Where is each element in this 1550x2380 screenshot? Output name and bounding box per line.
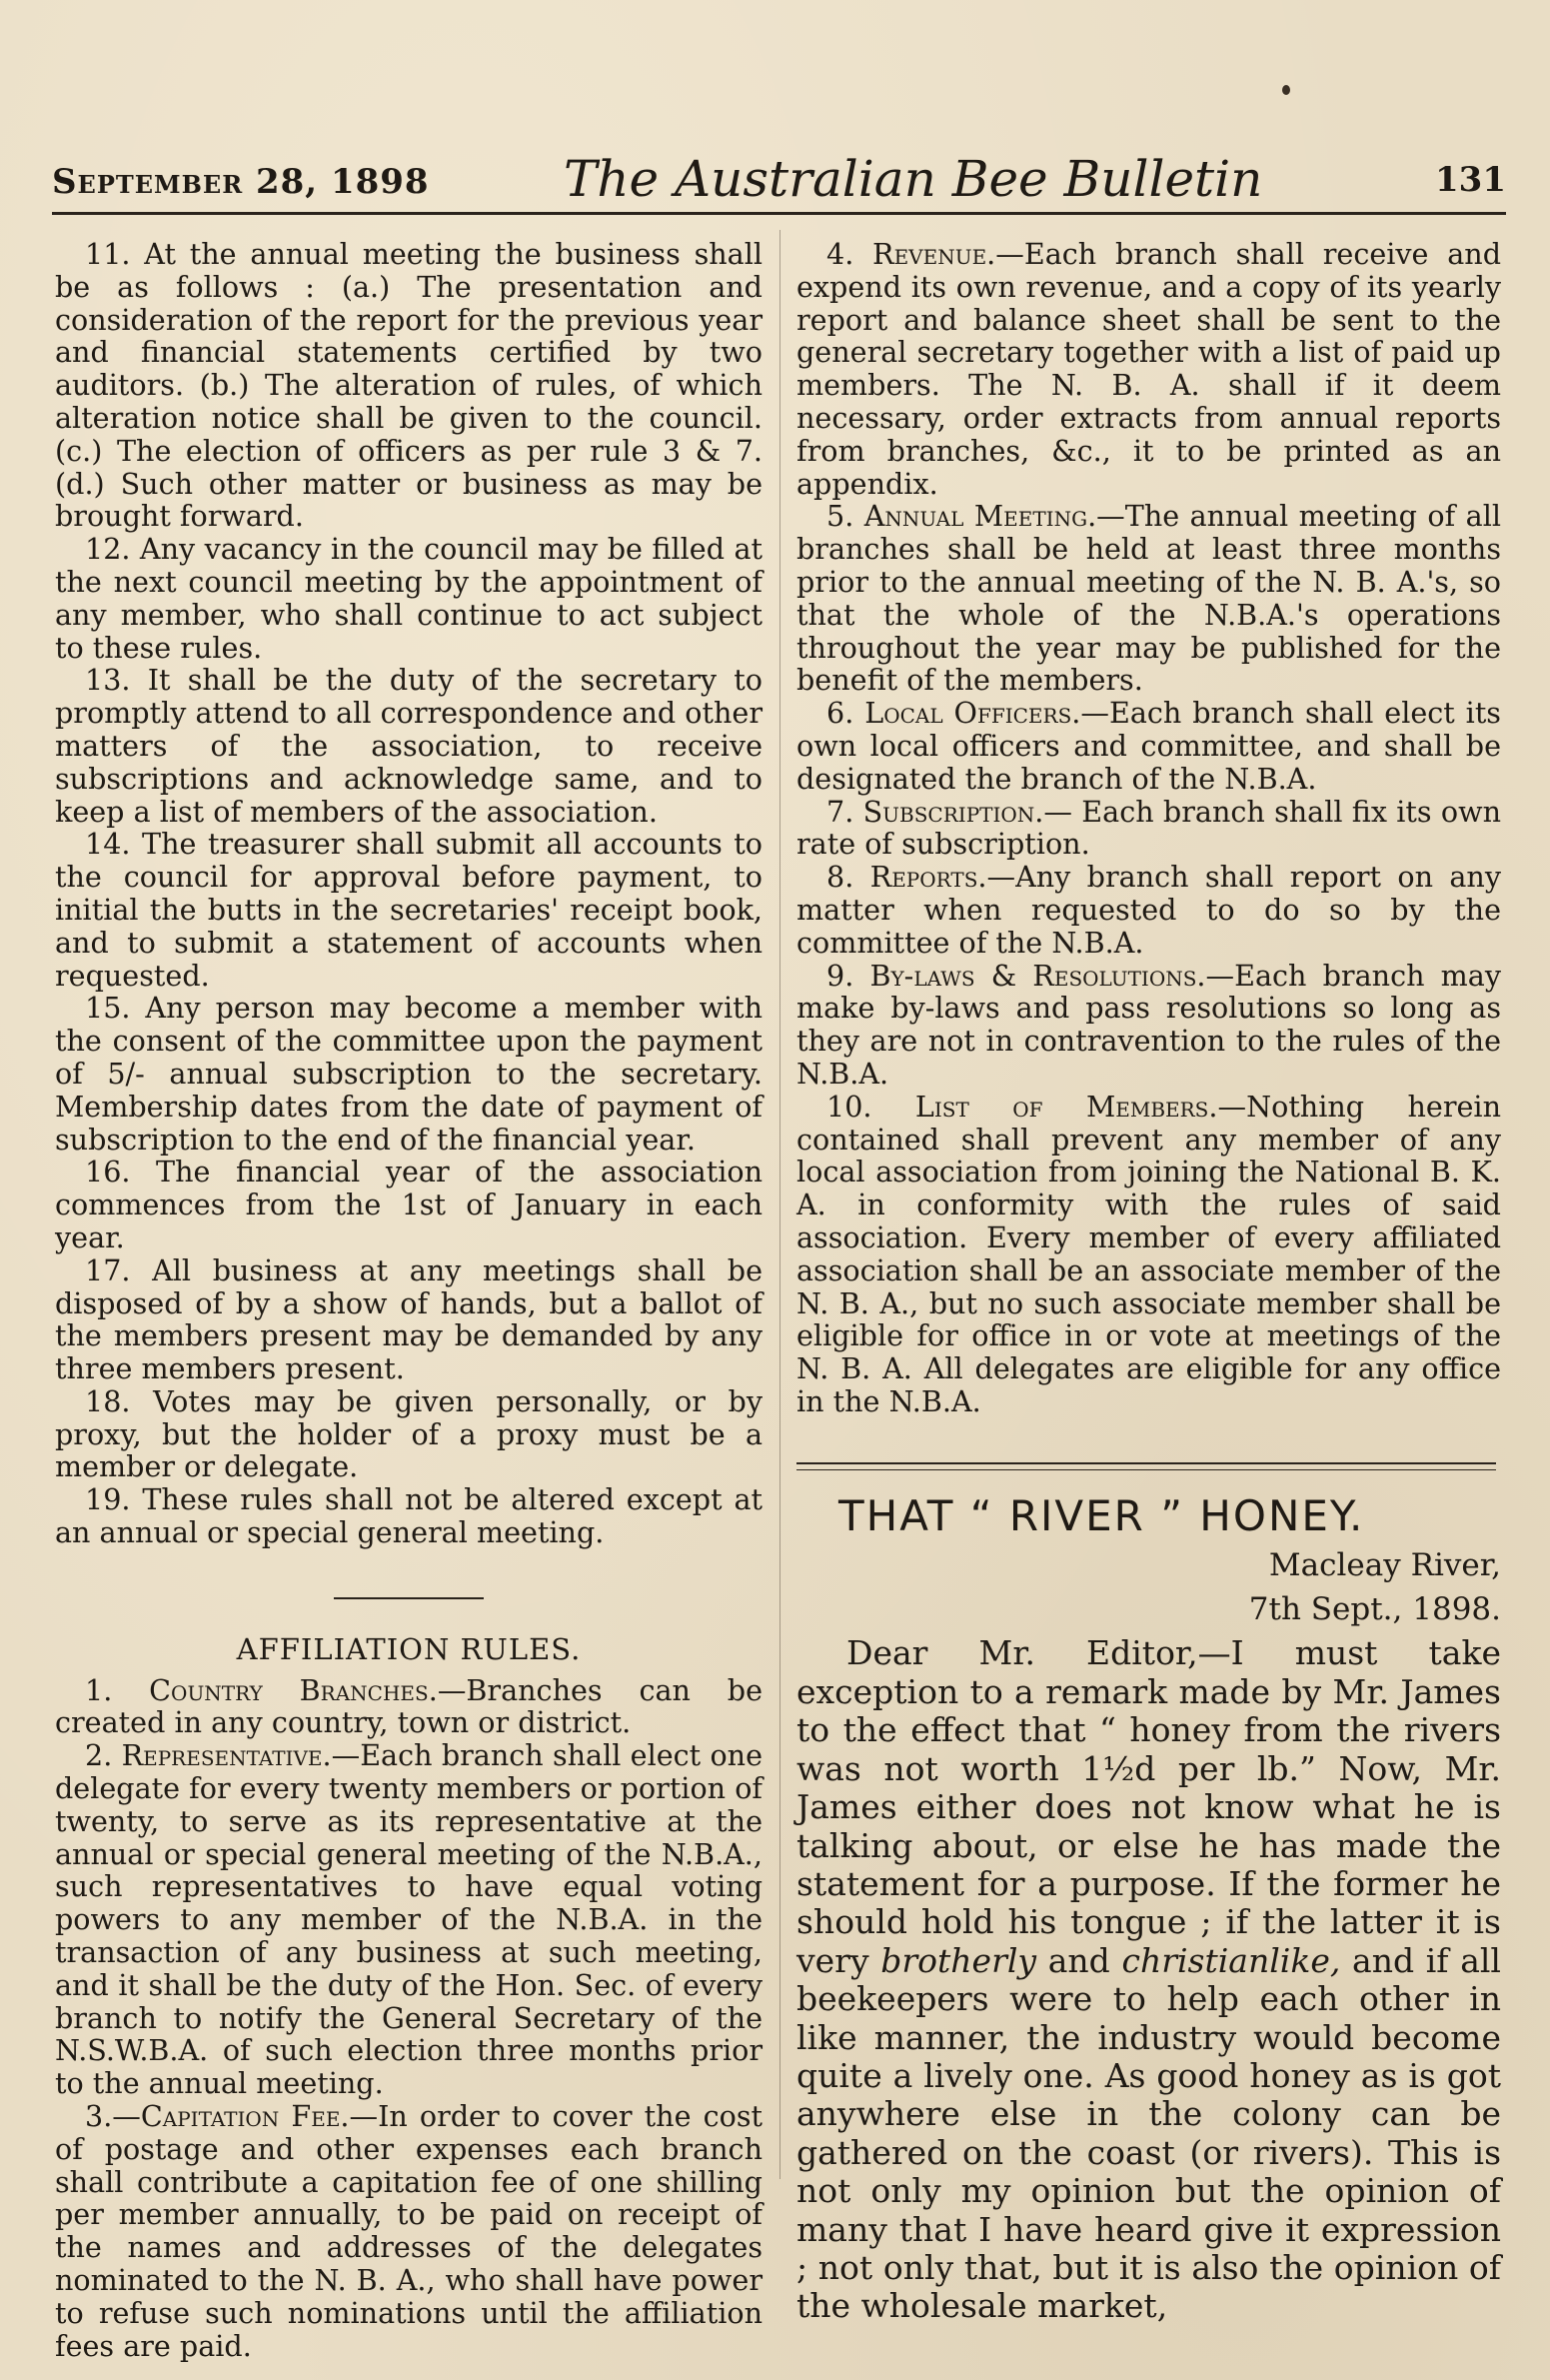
rule-18: 18. Votes may be given personally, or by proxy, but the holder of a proxy must be a member or delegate.: [55, 1383, 763, 1484]
rule-14: 14. The treasurer shall submit all accounts to the council for approval before payment, to initial the butts in the secretaries' receipt book, and to submit a statement of accounts when requested.: [55, 827, 763, 993]
affiliation-rule-4: [796, 238, 1501, 500]
rule-heading: Reports.: [869, 860, 987, 895]
rule-number: 3.—: [85, 2099, 141, 2134]
rule-text: — Each branch shall fix its own rate of subscription.: [796, 794, 1501, 862]
rule-heading: Representative.: [121, 1738, 332, 1773]
affiliation-rule-3: [55, 2100, 763, 2362]
letter-date: 7th Sept., 1898.: [1248, 1591, 1501, 1628]
rule-text: —Each branch may make by-laws and pass resolutions so long as they are not in contravention to the rules of the N.B.A.: [796, 958, 1501, 1091]
rule-11: 11. At the annual meeting the business shall be as follows : (a.) The presentation and consideration of the report for the previous year and financial statements certified by two auditors. (b.) The alteration of rules, of which alteration notice shall be given to the council. (c.) The election of officers as per rule 3 & 7. (d.) Such other matter or business as may be brought forward.: [55, 237, 763, 534]
rule-15: 15. Any person may become a member with the consent of the committee upon the payment of 5/- annual subscription to the secretary. Membership dates from the date of payment of subscription to the end of the financial year.: [55, 991, 763, 1157]
section-rule: [334, 1597, 484, 1599]
rule-heading: Revenue.: [872, 237, 996, 271]
affiliation-rule-5: [796, 500, 1501, 697]
rule-heading: Subscription.: [862, 794, 1044, 829]
rule-12: 12. Any vacancy in the council may be filled at the next council meeting by the appointment of any member, who shall continue to act subject to these rules.: [55, 532, 763, 665]
rule-text: —Each branch shall receive and expend its own revenue, and a copy of its yearly report and balance sheet shall be sent to the general secretary together with a list of paid up members. The N. B. A. shall if it deem necessary, order extracts from annual reports from branches, &c., it to be printed as an appendix.: [796, 237, 1501, 501]
affiliation-rule-2: [55, 1739, 763, 2100]
letter-text: and: [1036, 1940, 1122, 1980]
rule-heading: Local Officers.: [864, 696, 1081, 731]
letter-place: Macleay River,: [1268, 1547, 1501, 1584]
letter-text: Dear Mr. Editor,—I must take exception to a remark made by Mr. James to the effect that “ honey from the rivers was not worth 1½d per lb.” Now, Mr. James either does not know what he is talking about, or else he has made the statement for a purpose. If the former he should hold his tongue ; if the latter it is very: [796, 1633, 1501, 1980]
rule-heading: Capitation Fee.: [140, 2099, 350, 2134]
rule-text: —Branches can be created in any country, town or district.: [55, 1672, 764, 1740]
article-separator: [796, 1462, 1496, 1470]
publication-title: The Australian Bee Bulletin: [564, 150, 1263, 208]
affiliation-rule-9: [796, 960, 1501, 1091]
rule-number: 8.: [826, 860, 854, 895]
affiliation-rule-8: [796, 861, 1501, 959]
rule-heading: Country Branches.: [149, 1672, 438, 1707]
rule-number: 2.: [85, 1738, 113, 1773]
rule-number: 7.: [826, 794, 854, 829]
rule-text: —Each branch shall elect its own local officers and committee, and shall be designated the branch of the N.B.A.: [796, 696, 1501, 796]
rule-17: 17. All business at any meetings shall be disposed of by a show of hands, but a ballot of the members present may be demanded by any three members present.: [55, 1252, 763, 1386]
letter-emphasis: brotherly: [880, 1940, 1037, 1980]
column-divider: [779, 230, 780, 2179]
rule-number: 5.: [826, 499, 854, 534]
rule-heading: List of Members.: [914, 1089, 1218, 1124]
left-column: [55, 238, 763, 2362]
issue-date: September 28, 1898: [52, 162, 430, 202]
rule-16: 16. The financial year of the association commences from the 1st of January in each year.: [55, 1155, 763, 1254]
right-column: [796, 238, 1501, 2326]
rule-text: —Each branch shall elect one delegate for every twenty members or portion of twenty, to serve as its representative at the annual or special general meeting of the N.B.A., such representatives to have equal voting powers to any member of the N.B.A. in the transaction of any business at such meeting, and it shall be the duty of the Hon. Sec. of every branch to notify the General Secretary of the N.S.W.B.A. of such election three months prior to the annual meeting.: [55, 1738, 763, 2101]
rule-number: 10.: [826, 1089, 872, 1124]
rule-19: 19. These rules shall not be altered except at an annual or special general meeting.: [55, 1482, 763, 1550]
affiliation-rule-6: [796, 697, 1501, 795]
letter-text: and if all beekeepers were to help each other in like manner, the industry would become quite a lively one. As good honey as is got anywhere else in the colony can be gathered on the coast (or rivers). This is not only my opinion but the opinion of many that I have heard give it expression ; not only that, but it is also the opinion of the wholesale market,: [796, 1940, 1501, 2326]
page-header: [52, 150, 1506, 210]
rule-text: —The annual meeting of all branches shall be held at least three months prior to the annual meeting of the N. B. A.'s, so that the whole of the N.B.A.'s operations throughout the year may be published for the benefit of the members.: [796, 499, 1501, 698]
affiliation-rule-10: [796, 1091, 1501, 1418]
rule-number: 6.: [826, 696, 854, 731]
affiliation-rule-1: [55, 1674, 763, 1740]
rule-number: 1.: [85, 1672, 113, 1707]
rule-text: —Nothing herein contained shall prevent any member of any local association from joining the National B. K. A. in conformity with the rules of said association. Every member of every affiliated association shall be an associate member of the N. B. A., but no such associate member shall be eligible for office in or vote at meetings of the N. B. A. All delegates are eligible for any office in the N.B.A.: [796, 1089, 1501, 1418]
rule-13: 13. It shall be the duty of the secretary to promptly attend to all correspondence and other matters of the association, to receive subscriptions and acknowledge same, and to keep a list of members of the association.: [55, 663, 763, 829]
header-rule: [52, 212, 1506, 215]
letter-body: [796, 1634, 1501, 2325]
rule-text: —In order to cover the cost of postage and other expenses each branch shall contribute a capitation fee of one shilling per member annually, to be paid on receipt of the names and addresses of the delegates nominated to the N. B. A., who shall have power to refuse such nominations until the affiliation fees are paid.: [55, 2099, 763, 2363]
rule-text: —Any branch shall report on any matter when requested to do so by the committee of the N.B.A.: [796, 860, 1501, 960]
rule-heading: Annual Meeting.: [863, 499, 1097, 534]
rule-heading: By-laws & Resolutions.: [869, 958, 1206, 993]
affiliation-rule-7: [796, 796, 1501, 862]
affiliation-rules-heading: AFFILIATION RULES.: [236, 1631, 582, 1666]
article-headline: THAT “ RIVER ” HONEY.: [838, 1490, 1365, 1540]
rule-number: 9.: [826, 958, 854, 993]
rule-number: 4.: [826, 237, 854, 271]
ink-speck: [1282, 85, 1290, 95]
letter-emphasis: christianlike,: [1121, 1940, 1341, 1980]
page-number: 131: [1435, 160, 1506, 200]
